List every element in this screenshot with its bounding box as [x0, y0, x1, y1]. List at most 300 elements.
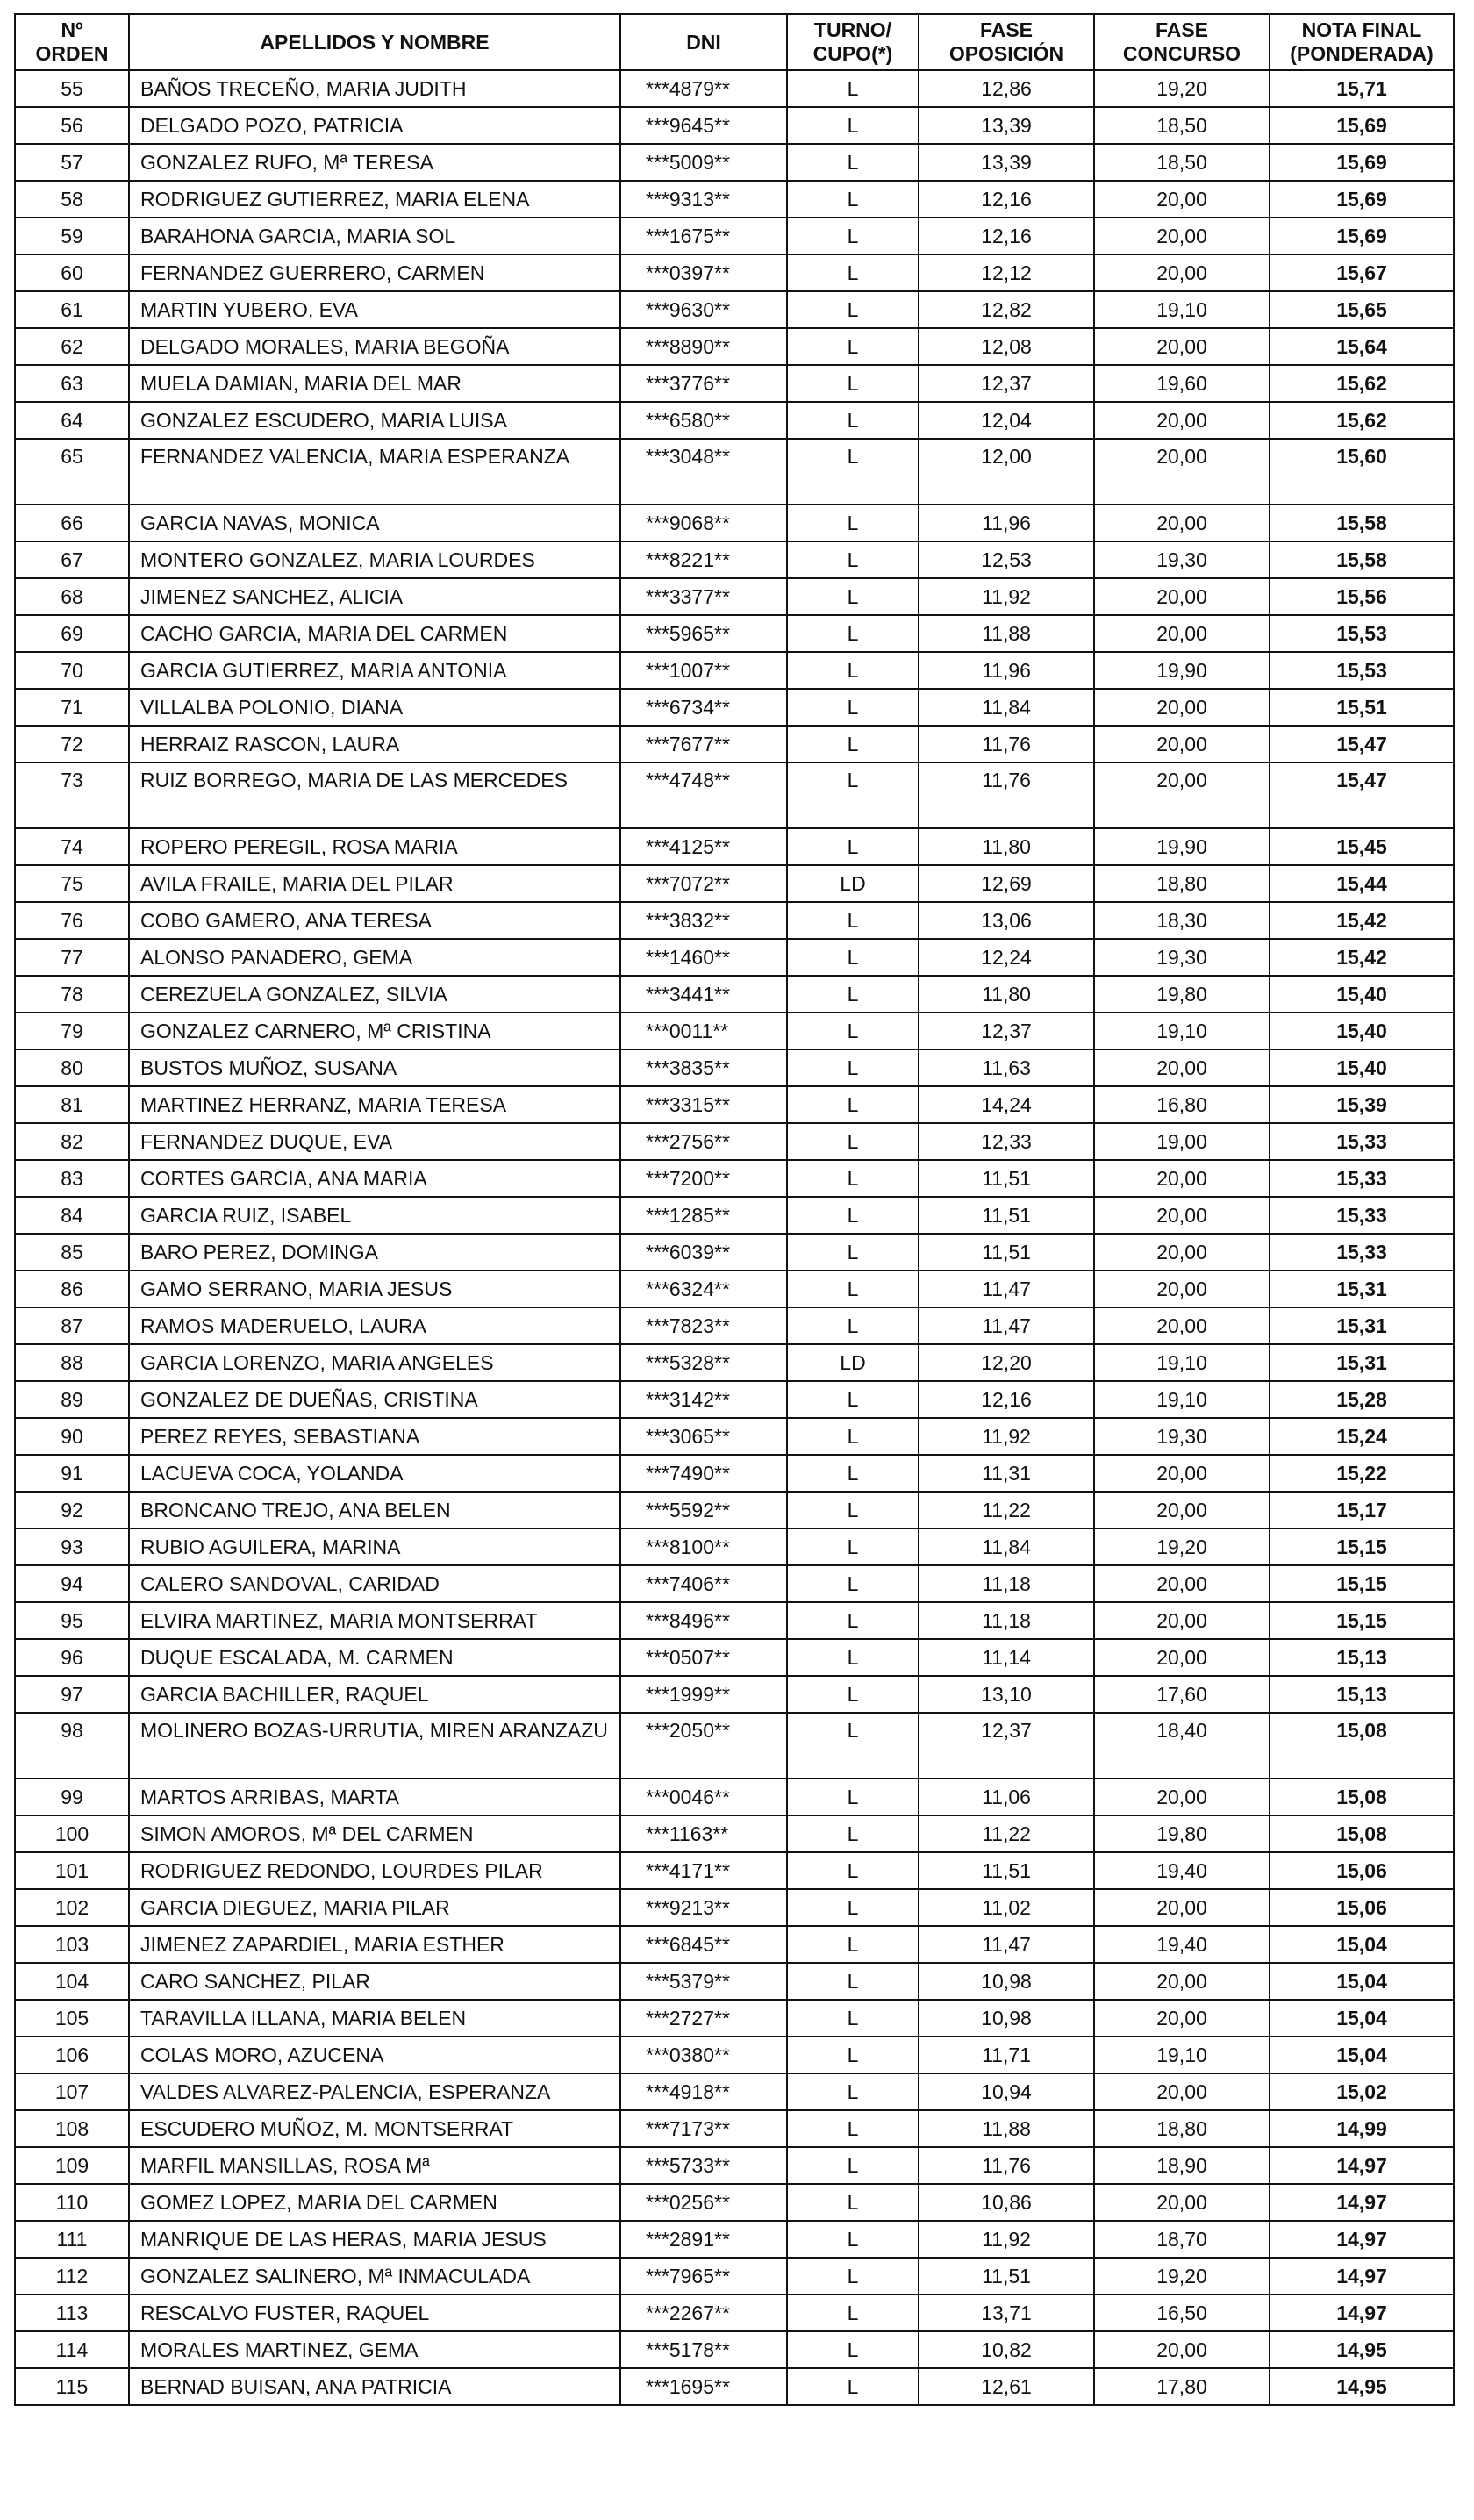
row-number: 69 [15, 615, 129, 652]
row-nota-final: 15,62 [1270, 365, 1454, 402]
row-name: MOLINERO BOZAS-URRUTIA, MIREN ARANZAZU [129, 1713, 620, 1779]
header-dni: DNI [620, 14, 787, 70]
row-dni: ***7823** [620, 1307, 787, 1344]
row-dni: ***3832** [620, 902, 787, 939]
row-name: AVILA FRAILE, MARIA DEL PILAR [129, 865, 620, 902]
header-nombre: APELLIDOS Y NOMBRE [129, 14, 620, 70]
row-number: 61 [15, 291, 129, 328]
row-number: 82 [15, 1123, 129, 1160]
row-name: GARCIA RUIZ, ISABEL [129, 1197, 620, 1234]
row-dni: ***5379** [620, 1963, 787, 2000]
table-row [15, 1123, 1454, 1160]
row-number: 105 [15, 2000, 129, 2037]
row-dni: ***9213** [620, 1889, 787, 1926]
row-turno: L [787, 2294, 919, 2331]
row-number: 80 [15, 1049, 129, 1086]
row-nota-final: 15,15 [1270, 1565, 1454, 1602]
row-turno: L [787, 541, 919, 578]
row-nota-final: 14,97 [1270, 2147, 1454, 2184]
row-fase-concurso: 20,00 [1094, 1602, 1270, 1639]
table-row [15, 2184, 1454, 2221]
row-nota-final: 15,13 [1270, 1639, 1454, 1676]
row-fase-concurso: 20,00 [1094, 181, 1270, 218]
row-number: 89 [15, 1381, 129, 1418]
row-nota-final: 14,99 [1270, 2110, 1454, 2147]
row-fase-oposicion: 12,16 [919, 1381, 1094, 1418]
row-number: 107 [15, 2073, 129, 2110]
row-nota-final: 15,40 [1270, 1049, 1454, 1086]
row-name: JIMENEZ SANCHEZ, ALICIA [129, 578, 620, 615]
table-row [15, 1565, 1454, 1602]
row-fase-concurso: 16,50 [1094, 2294, 1270, 2331]
row-turno: L [787, 1086, 919, 1123]
row-fase-oposicion: 12,53 [919, 541, 1094, 578]
row-number: 110 [15, 2184, 129, 2221]
row-fase-oposicion: 12,86 [919, 70, 1094, 107]
table-row [15, 1049, 1454, 1086]
row-fase-concurso: 18,80 [1094, 2110, 1270, 2147]
row-number: 90 [15, 1418, 129, 1455]
row-nota-final: 15,28 [1270, 1381, 1454, 1418]
row-number: 102 [15, 1889, 129, 1926]
row-dni: ***7490** [620, 1455, 787, 1492]
row-number: 106 [15, 2037, 129, 2073]
table-row [15, 1713, 1454, 1779]
row-fase-oposicion: 10,86 [919, 2184, 1094, 2221]
row-turno: L [787, 1418, 919, 1455]
row-fase-oposicion: 10,94 [919, 2073, 1094, 2110]
row-name: PEREZ REYES, SEBASTIANA [129, 1418, 620, 1455]
row-nota-final: 15,53 [1270, 652, 1454, 689]
table-row [15, 1889, 1454, 1926]
row-nota-final: 15,67 [1270, 254, 1454, 291]
row-number: 114 [15, 2331, 129, 2368]
row-fase-concurso: 19,90 [1094, 828, 1270, 865]
row-dni: ***4918** [620, 2073, 787, 2110]
table-row [15, 726, 1454, 762]
row-turno: L [787, 1528, 919, 1565]
header-final-line2: (PONDERADA) [1290, 42, 1434, 65]
row-nota-final: 15,60 [1270, 439, 1454, 505]
row-fase-concurso: 19,20 [1094, 70, 1270, 107]
table-row [15, 2110, 1454, 2147]
row-nota-final: 15,06 [1270, 1852, 1454, 1889]
header-oposicion-line2: OPOSICIÓN [948, 42, 1064, 65]
table-row [15, 70, 1454, 107]
row-dni: ***3377** [620, 578, 787, 615]
row-fase-concurso: 19,10 [1094, 291, 1270, 328]
row-name: BAÑOS TRECEÑO, MARIA JUDITH [129, 70, 620, 107]
row-fase-oposicion: 11,22 [919, 1492, 1094, 1528]
row-name: DELGADO POZO, PATRICIA [129, 107, 620, 144]
row-number: 112 [15, 2258, 129, 2294]
row-fase-oposicion: 13,10 [919, 1676, 1094, 1713]
row-nota-final: 15,58 [1270, 505, 1454, 541]
row-dni: ***8496** [620, 1602, 787, 1639]
header-turno-line2: CUPO(*) [812, 42, 893, 65]
row-fase-concurso: 19,30 [1094, 541, 1270, 578]
row-nota-final: 15,06 [1270, 1889, 1454, 1926]
row-fase-oposicion: 11,96 [919, 652, 1094, 689]
row-name: BARAHONA GARCIA, MARIA SOL [129, 218, 620, 254]
row-dni: ***0011** [620, 1013, 787, 1049]
row-fase-concurso: 18,50 [1094, 107, 1270, 144]
row-dni: ***6039** [620, 1234, 787, 1271]
row-name: RODRIGUEZ GUTIERREZ, MARIA ELENA [129, 181, 620, 218]
row-name: BUSTOS MUÑOZ, SUSANA [129, 1049, 620, 1086]
row-fase-oposicion: 12,08 [919, 328, 1094, 365]
row-nota-final: 15,08 [1270, 1713, 1454, 1779]
row-fase-oposicion: 13,71 [919, 2294, 1094, 2331]
row-fase-oposicion: 11,92 [919, 578, 1094, 615]
row-name: DUQUE ESCALADA, M. CARMEN [129, 1639, 620, 1676]
row-name: FERNANDEZ DUQUE, EVA [129, 1123, 620, 1160]
row-nota-final: 15,64 [1270, 328, 1454, 365]
row-fase-concurso: 20,00 [1094, 1049, 1270, 1086]
table-row [15, 144, 1454, 181]
row-number: 99 [15, 1779, 129, 1815]
table-row [15, 2331, 1454, 2368]
row-nota-final: 15,40 [1270, 1013, 1454, 1049]
row-fase-oposicion: 11,51 [919, 1160, 1094, 1197]
row-number: 76 [15, 902, 129, 939]
row-turno: L [787, 689, 919, 726]
results-table [14, 13, 1455, 2406]
row-dni: ***2267** [620, 2294, 787, 2331]
row-number: 96 [15, 1639, 129, 1676]
row-name: GONZALEZ DE DUEÑAS, CRISTINA [129, 1381, 620, 1418]
row-turno: L [787, 2258, 919, 2294]
row-dni: ***4748** [620, 762, 787, 828]
row-dni: ***7677** [620, 726, 787, 762]
table-row [15, 1381, 1454, 1418]
row-fase-concurso: 20,00 [1094, 762, 1270, 828]
row-dni: ***3048** [620, 439, 787, 505]
row-fase-oposicion: 11,51 [919, 1197, 1094, 1234]
table-row [15, 541, 1454, 578]
row-turno: L [787, 1676, 919, 1713]
row-nota-final: 15,22 [1270, 1455, 1454, 1492]
row-fase-concurso: 19,80 [1094, 1815, 1270, 1852]
row-number: 108 [15, 2110, 129, 2147]
row-dni: ***4171** [620, 1852, 787, 1889]
row-dni: ***6324** [620, 1271, 787, 1307]
row-fase-oposicion: 11,18 [919, 1565, 1094, 1602]
row-number: 71 [15, 689, 129, 726]
row-name: CEREZUELA GONZALEZ, SILVIA [129, 976, 620, 1013]
row-turno: L [787, 402, 919, 439]
row-name: CACHO GARCIA, MARIA DEL CARMEN [129, 615, 620, 652]
row-name: ROPERO PEREGIL, ROSA MARIA [129, 828, 620, 865]
row-name: VALDES ALVAREZ-PALENCIA, ESPERANZA [129, 2073, 620, 2110]
table-row [15, 1197, 1454, 1234]
row-number: 59 [15, 218, 129, 254]
row-fase-oposicion: 11,51 [919, 2258, 1094, 2294]
table-row [15, 615, 1454, 652]
row-turno: L [787, 1565, 919, 1602]
row-fase-concurso: 20,00 [1094, 578, 1270, 615]
row-turno: L [787, 615, 919, 652]
row-name: FERNANDEZ GUERRERO, CARMEN [129, 254, 620, 291]
row-turno: L [787, 1639, 919, 1676]
header-oposicion [919, 14, 1094, 70]
table-row [15, 1234, 1454, 1271]
row-number: 86 [15, 1271, 129, 1307]
row-dni: ***1695** [620, 2368, 787, 2405]
row-fase-oposicion: 12,00 [919, 439, 1094, 505]
row-nota-final: 15,42 [1270, 902, 1454, 939]
table-row [15, 1852, 1454, 1889]
table-row [15, 1418, 1454, 1455]
row-turno: L [787, 902, 919, 939]
row-dni: ***3315** [620, 1086, 787, 1123]
row-turno: L [787, 1049, 919, 1086]
row-nota-final: 15,15 [1270, 1528, 1454, 1565]
row-turno: L [787, 1160, 919, 1197]
header-turno-line1: TURNO/ [813, 18, 892, 41]
row-nota-final: 14,95 [1270, 2331, 1454, 2368]
row-fase-oposicion: 13,39 [919, 107, 1094, 144]
row-name: RUIZ BORREGO, MARIA DE LAS MERCEDES [129, 762, 620, 828]
row-dni: ***5178** [620, 2331, 787, 2368]
table-row [15, 1455, 1454, 1492]
row-name: SIMON AMOROS, Mª DEL CARMEN [129, 1815, 620, 1852]
row-dni: ***2727** [620, 2000, 787, 2037]
table-row [15, 1344, 1454, 1381]
row-nota-final: 15,04 [1270, 2000, 1454, 2037]
row-fase-oposicion: 12,37 [919, 1713, 1094, 1779]
row-nota-final: 15,33 [1270, 1123, 1454, 1160]
row-number: 55 [15, 70, 129, 107]
table-row [15, 902, 1454, 939]
row-fase-oposicion: 11,84 [919, 689, 1094, 726]
row-turno: L [787, 2368, 919, 2405]
row-name: GONZALEZ RUFO, Mª TERESA [129, 144, 620, 181]
row-name: MARTIN YUBERO, EVA [129, 291, 620, 328]
row-fase-oposicion: 11,47 [919, 1926, 1094, 1963]
row-fase-oposicion: 11,02 [919, 1889, 1094, 1926]
row-name: MORALES MARTINEZ, GEMA [129, 2331, 620, 2368]
row-name: GARCIA DIEGUEZ, MARIA PILAR [129, 1889, 620, 1926]
row-number: 101 [15, 1852, 129, 1889]
row-fase-concurso: 18,70 [1094, 2221, 1270, 2258]
row-name: MONTERO GONZALEZ, MARIA LOURDES [129, 541, 620, 578]
row-name: GARCIA NAVAS, MONICA [129, 505, 620, 541]
row-fase-concurso: 19,20 [1094, 1528, 1270, 1565]
row-name: CORTES GARCIA, ANA MARIA [129, 1160, 620, 1197]
row-turno: L [787, 505, 919, 541]
row-name: MARTINEZ HERRANZ, MARIA TERESA [129, 1086, 620, 1123]
table-row [15, 2000, 1454, 2037]
table-row [15, 1963, 1454, 2000]
row-turno: L [787, 1123, 919, 1160]
row-number: 115 [15, 2368, 129, 2405]
row-fase-oposicion: 11,80 [919, 828, 1094, 865]
row-fase-oposicion: 12,33 [919, 1123, 1094, 1160]
row-number: 97 [15, 1676, 129, 1713]
row-fase-concurso: 20,00 [1094, 1234, 1270, 1271]
row-name: RAMOS MADERUELO, LAURA [129, 1307, 620, 1344]
row-number: 78 [15, 976, 129, 1013]
row-name: CALERO SANDOVAL, CARIDAD [129, 1565, 620, 1602]
row-turno: L [787, 2331, 919, 2368]
row-turno: L [787, 1926, 919, 1963]
row-fase-oposicion: 12,69 [919, 865, 1094, 902]
row-name: GARCIA LORENZO, MARIA ANGELES [129, 1344, 620, 1381]
row-turno: L [787, 1713, 919, 1779]
row-name: RODRIGUEZ REDONDO, LOURDES PILAR [129, 1852, 620, 1889]
row-fase-concurso: 20,00 [1094, 1160, 1270, 1197]
row-fase-concurso: 20,00 [1094, 689, 1270, 726]
row-dni: ***0507** [620, 1639, 787, 1676]
row-fase-oposicion: 12,12 [919, 254, 1094, 291]
table-row [15, 1492, 1454, 1528]
row-name: MANRIQUE DE LAS HERAS, MARIA JESUS [129, 2221, 620, 2258]
row-number: 56 [15, 107, 129, 144]
row-fase-oposicion: 11,76 [919, 762, 1094, 828]
row-dni: ***8100** [620, 1528, 787, 1565]
row-dni: ***4879** [620, 70, 787, 107]
row-number: 72 [15, 726, 129, 762]
row-number: 85 [15, 1234, 129, 1271]
row-turno: L [787, 652, 919, 689]
row-fase-concurso: 20,00 [1094, 615, 1270, 652]
row-nota-final: 15,69 [1270, 144, 1454, 181]
header-concurso [1094, 14, 1270, 70]
row-nota-final: 15,08 [1270, 1815, 1454, 1852]
row-turno: L [787, 1197, 919, 1234]
row-dni: ***7406** [620, 1565, 787, 1602]
row-number: 84 [15, 1197, 129, 1234]
row-fase-oposicion: 11,06 [919, 1779, 1094, 1815]
table-row [15, 578, 1454, 615]
table-row [15, 1926, 1454, 1963]
row-dni: ***5733** [620, 2147, 787, 2184]
row-turno: L [787, 1602, 919, 1639]
row-name: GONZALEZ ESCUDERO, MARIA LUISA [129, 402, 620, 439]
row-fase-concurso: 17,80 [1094, 2368, 1270, 2405]
row-number: 63 [15, 365, 129, 402]
row-dni: ***6845** [620, 1926, 787, 1963]
row-nota-final: 15,44 [1270, 865, 1454, 902]
row-turno: L [787, 1381, 919, 1418]
row-nota-final: 15,04 [1270, 2037, 1454, 2073]
row-fase-concurso: 19,90 [1094, 652, 1270, 689]
table-row [15, 689, 1454, 726]
header-orden-line2: ORDEN [35, 42, 109, 65]
table-body [15, 70, 1454, 2405]
table-row [15, 2147, 1454, 2184]
row-number: 77 [15, 939, 129, 976]
row-dni: ***8221** [620, 541, 787, 578]
row-nota-final: 15,40 [1270, 976, 1454, 1013]
row-dni: ***0046** [620, 1779, 787, 1815]
row-number: 100 [15, 1815, 129, 1852]
row-fase-concurso: 19,80 [1094, 976, 1270, 1013]
row-name: MARTOS ARRIBAS, MARTA [129, 1779, 620, 1815]
row-name: CARO SANCHEZ, PILAR [129, 1963, 620, 2000]
row-nota-final: 15,69 [1270, 218, 1454, 254]
row-nota-final: 15,71 [1270, 70, 1454, 107]
row-fase-concurso: 20,00 [1094, 1639, 1270, 1676]
row-dni: ***9645** [620, 107, 787, 144]
row-dni: ***1999** [620, 1676, 787, 1713]
row-fase-concurso: 20,00 [1094, 2073, 1270, 2110]
row-number: 87 [15, 1307, 129, 1344]
row-nota-final: 15,53 [1270, 615, 1454, 652]
row-dni: ***7173** [620, 2110, 787, 2147]
row-fase-oposicion: 11,14 [919, 1639, 1094, 1676]
row-fase-concurso: 19,20 [1094, 2258, 1270, 2294]
row-name: LACUEVA COCA, YOLANDA [129, 1455, 620, 1492]
row-fase-oposicion: 11,92 [919, 2221, 1094, 2258]
row-fase-concurso: 20,00 [1094, 505, 1270, 541]
row-number: 65 [15, 439, 129, 505]
table-row [15, 1602, 1454, 1639]
row-name: ESCUDERO MUÑOZ, M. MONTSERRAT [129, 2110, 620, 2147]
row-dni: ***1460** [620, 939, 787, 976]
row-fase-oposicion: 12,20 [919, 1344, 1094, 1381]
row-fase-concurso: 19,10 [1094, 1381, 1270, 1418]
table-row [15, 291, 1454, 328]
table-row [15, 828, 1454, 865]
table-row [15, 328, 1454, 365]
row-fase-oposicion: 11,51 [919, 1234, 1094, 1271]
row-name: VILLALBA POLONIO, DIANA [129, 689, 620, 726]
row-turno: L [787, 1234, 919, 1271]
row-turno: L [787, 2184, 919, 2221]
row-number: 109 [15, 2147, 129, 2184]
row-number: 93 [15, 1528, 129, 1565]
row-turno: L [787, 976, 919, 1013]
row-fase-oposicion: 11,92 [919, 1418, 1094, 1455]
row-turno: L [787, 1815, 919, 1852]
row-fase-oposicion: 11,47 [919, 1271, 1094, 1307]
row-turno: L [787, 1889, 919, 1926]
row-dni: ***1675** [620, 218, 787, 254]
row-nota-final: 15,15 [1270, 1602, 1454, 1639]
row-fase-oposicion: 10,98 [919, 1963, 1094, 2000]
row-dni: ***9068** [620, 505, 787, 541]
row-nota-final: 14,97 [1270, 2258, 1454, 2294]
row-fase-concurso: 19,10 [1094, 1344, 1270, 1381]
row-number: 104 [15, 1963, 129, 2000]
row-fase-oposicion: 11,63 [919, 1049, 1094, 1086]
row-nota-final: 15,31 [1270, 1307, 1454, 1344]
row-turno: L [787, 939, 919, 976]
row-turno: L [787, 2110, 919, 2147]
row-nota-final: 15,08 [1270, 1779, 1454, 1815]
table-row [15, 402, 1454, 439]
header-turno [787, 14, 919, 70]
row-fase-oposicion: 11,18 [919, 1602, 1094, 1639]
row-number: 94 [15, 1565, 129, 1602]
row-dni: ***9630** [620, 291, 787, 328]
table-row [15, 1528, 1454, 1565]
row-turno: L [787, 1852, 919, 1889]
row-nota-final: 15,45 [1270, 828, 1454, 865]
row-name: GONZALEZ CARNERO, Mª CRISTINA [129, 1013, 620, 1049]
row-turno: L [787, 1455, 919, 1492]
row-nota-final: 14,97 [1270, 2294, 1454, 2331]
row-turno: L [787, 218, 919, 254]
row-turno: L [787, 762, 919, 828]
row-name: GARCIA BACHILLER, RAQUEL [129, 1676, 620, 1713]
row-turno: L [787, 1307, 919, 1344]
row-fase-concurso: 18,80 [1094, 865, 1270, 902]
table-row [15, 218, 1454, 254]
row-dni: ***9313** [620, 181, 787, 218]
